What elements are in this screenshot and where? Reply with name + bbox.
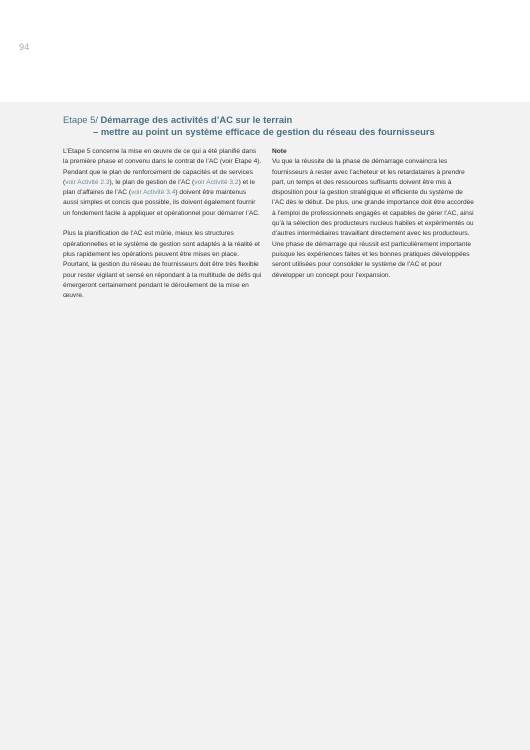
reference-activity-3-2[interactable]: voir Activité 3.2 [194, 178, 239, 186]
reference-activity-3-4[interactable]: voir Activité 3.4 [131, 189, 176, 197]
page-number: 94 [19, 42, 30, 52]
intro-text-4: ) doivent être maintenus aussi simples et concis que possible, ils doivent également fournir un fondement facile à appliquer et opérationnel pour démarrer l’AC. [63, 189, 260, 217]
note-heading: Note [272, 148, 287, 155]
planning-paragraph: Plus la planification de l’AC est mûrie, mieux les structures opérationnelles et le système de gestion sont adaptés à la réalité et plus rapidement les opérations peuvent être mises en place. Pourtant, la gestion du réseau de fournisseurs doit être très flexible pour rester vigilant et sensé en répondant à la multitude de défis qui émergeront certainement pendant le déroulement de la mise en œuvre. [63, 230, 262, 300]
intro-text-2: ), le plan de gestion de l’AC ( [109, 178, 195, 186]
intro-text-1: L’Etape 5 concerne la mise en œuvre de ce qui a été planifié dans la première phase et convenu dans le contrat de l’AC (voir Etape 4). Pendant que le plan de renforcement de capacités et de services ( [63, 148, 262, 186]
intro-text-3: ) et le plan d’affaires de l’AC ( [63, 178, 256, 197]
step-heading-title: Démarrage des activités d’AC sur le terrain [100, 114, 293, 125]
step-heading [63, 114, 493, 138]
step-heading-subtitle: – mettre au point un système efficace de gestion du réseau des fournisseurs [93, 126, 435, 137]
right-column [272, 147, 474, 281]
note-paragraph: Vu que la réussite de la phase de démarrage convaincra les fournisseurs à rester avec l’acheteur et les retardataires à prendre part, un temps et des ressources suffisants doivent être mis à disposition pour la gestion stratégique et efficiente du système de l’AC dès le début. De plus, une grande importance doit être accordée à l’emploi de professionnels engagés et capables de gérer l’AC, ainsi qu’à la sélection des producteurs nucleus habiles et expérimentés ou d’autres intermédiaires travaillant directement avec les producteurs. Une phase de démarrage qui réussit est particulièrement importante puisque les expériences faites et les bonnes pratiques développées seront utilisées pour consolider le système de l’AC et pour développer un concept pour l’expansion. [272, 158, 474, 279]
intro-paragraph [63, 147, 262, 219]
left-column [63, 147, 262, 301]
reference-activity-2-3[interactable]: voir Activité 2.3 [65, 178, 110, 186]
step-heading-prefix: Etape 5/ [63, 114, 101, 125]
